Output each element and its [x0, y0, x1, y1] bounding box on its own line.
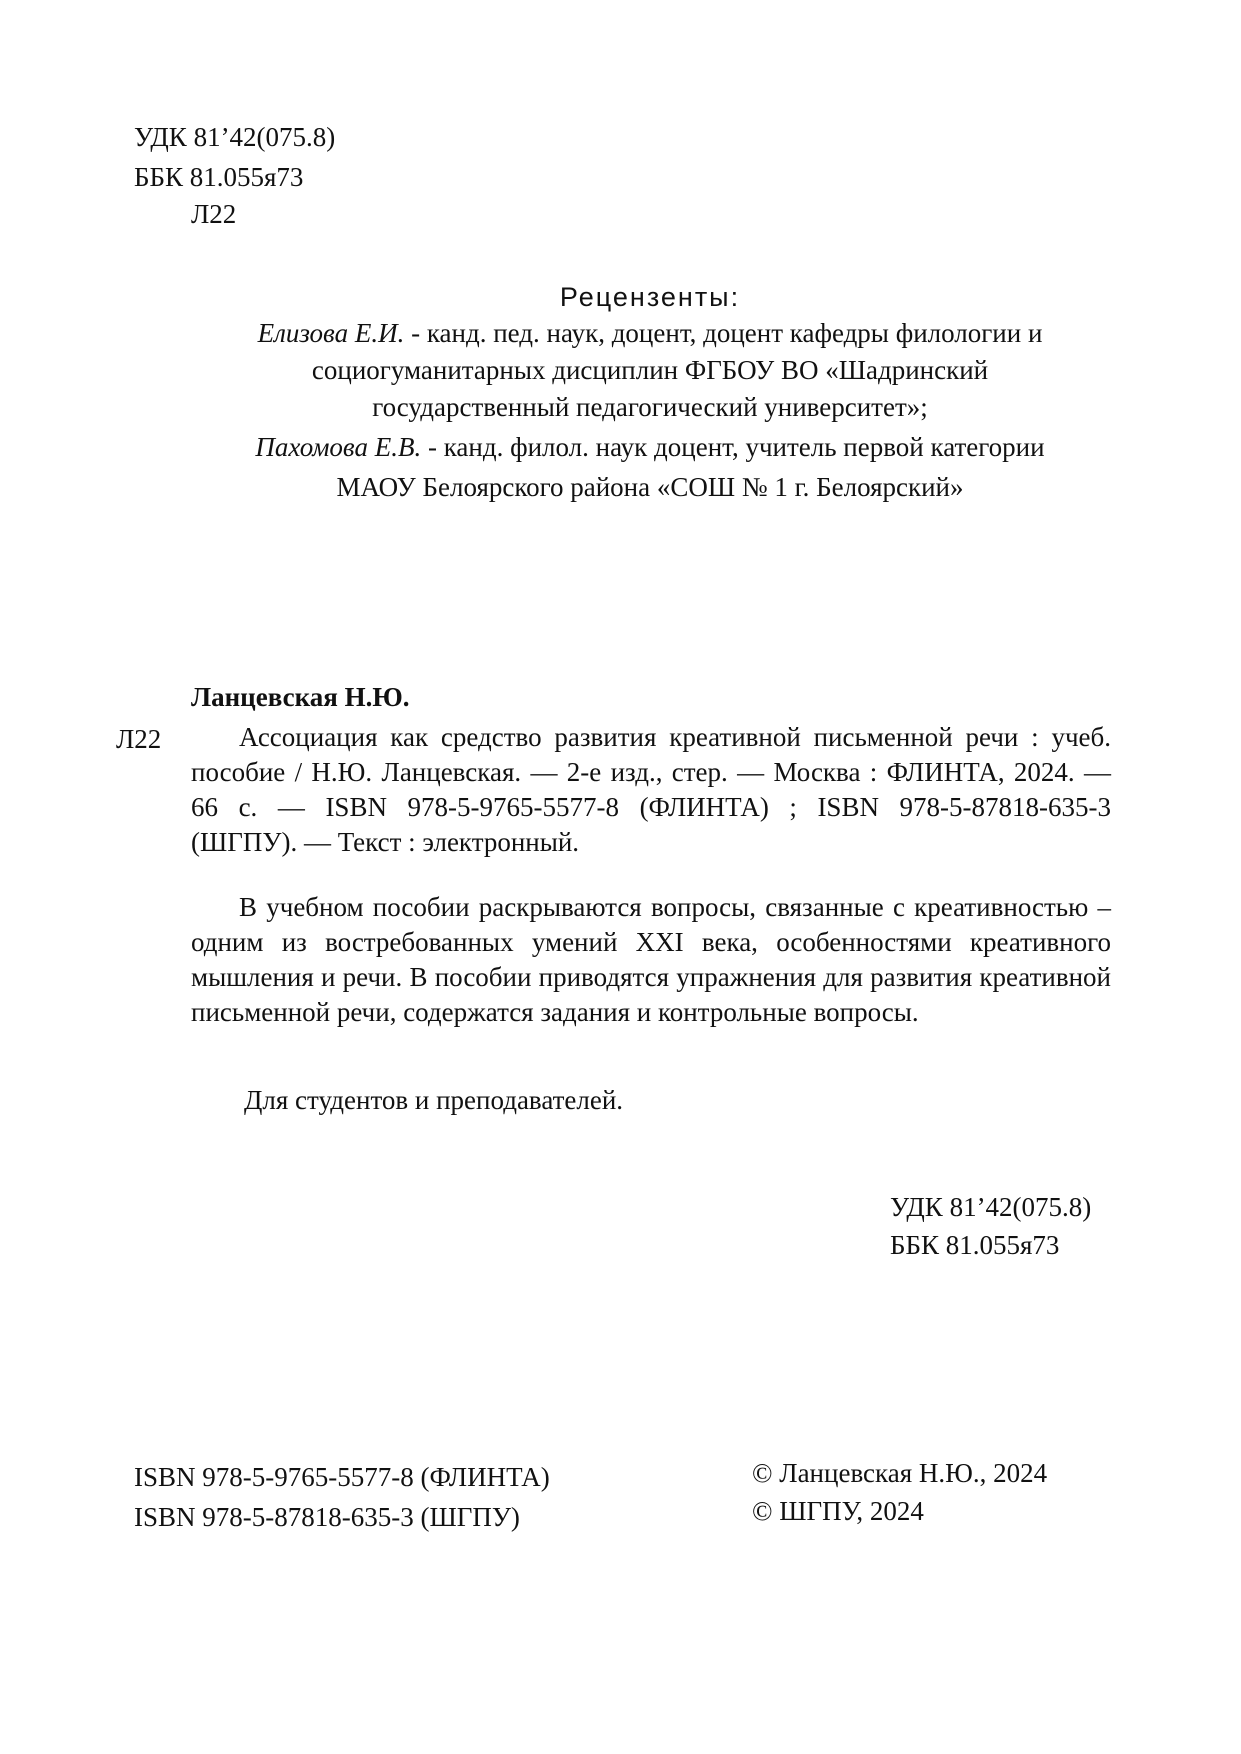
bbk-code-bottom: ББК 81.055я73	[890, 1230, 1060, 1260]
reviewer-1-name: Елизова Е.И.	[257, 318, 405, 348]
isbn-flinta: ISBN 978-5-9765-5577-8 (ФЛИНТА)	[134, 1462, 550, 1492]
isbn-shgpu: ISBN 978-5-87818-635-3 (ШГПУ)	[134, 1502, 520, 1532]
udk-code-top: УДК 81’42(075.8)	[134, 122, 336, 152]
author-heading: Ланцевская Н.Ю.	[191, 682, 410, 712]
abstract-paragraph: В учебном пособии раскрываются вопросы, связанные с креативностью – одним из востребованных умений XXI века, особенностями креативного мышления и речи. В пособии приводятся упражнения для развития креативной письменной речи, содержатся задания и контрольные вопросы.	[191, 892, 1111, 1028]
audience-note: Для студентов и преподавателей.	[244, 1085, 624, 1115]
reviewer-1-line-2: социогуманитарных дисциплин ФГБОУ ВО «Шадринский	[311, 355, 989, 385]
reviewer-2-credentials: - канд. филол. наук доцент, учитель первой категории	[421, 432, 1045, 462]
reviewer-2-line-2: МАОУ Белоярского района «СОШ № 1 г. Белоярский»	[336, 472, 964, 502]
author-mark-top: Л22	[191, 199, 237, 229]
copyright-publisher: © ШГПУ, 2024	[752, 1496, 924, 1526]
reviewer-1-line-3: государственный педагогический университет»;	[372, 392, 928, 422]
udk-code-bottom: УДК 81’42(075.8)	[890, 1192, 1092, 1222]
reviewer-1-line-1	[0, 316, 1241, 351]
reviewer-1-credentials: - канд. пед. наук, доцент, доцент кафедры филологии и	[404, 318, 1043, 348]
bibliographic-description: Ассоциация как средство развития креативной письменной речи : учеб. пособие / Н.Ю. Ланцевская. — 2-е изд., стер. — Москва : ФЛИНТА, 2024. — 66 с. — ISBN 978-5-9765-5577-8 (ФЛИНТА) ; ISBN 978-5-87818-635-3 (ШГПУ). — Текст : электронный.	[191, 722, 1111, 858]
author-mark: Л22	[116, 724, 162, 754]
bbk-code-top: ББК 81.055я73	[134, 162, 304, 192]
copyright-author: © Ланцевская Н.Ю., 2024	[752, 1458, 1048, 1488]
reviewer-2-line-1	[0, 430, 1241, 465]
reviewer-2-name: Пахомова Е.В.	[255, 432, 422, 462]
reviewers-heading: Рецензенты:	[559, 282, 741, 312]
